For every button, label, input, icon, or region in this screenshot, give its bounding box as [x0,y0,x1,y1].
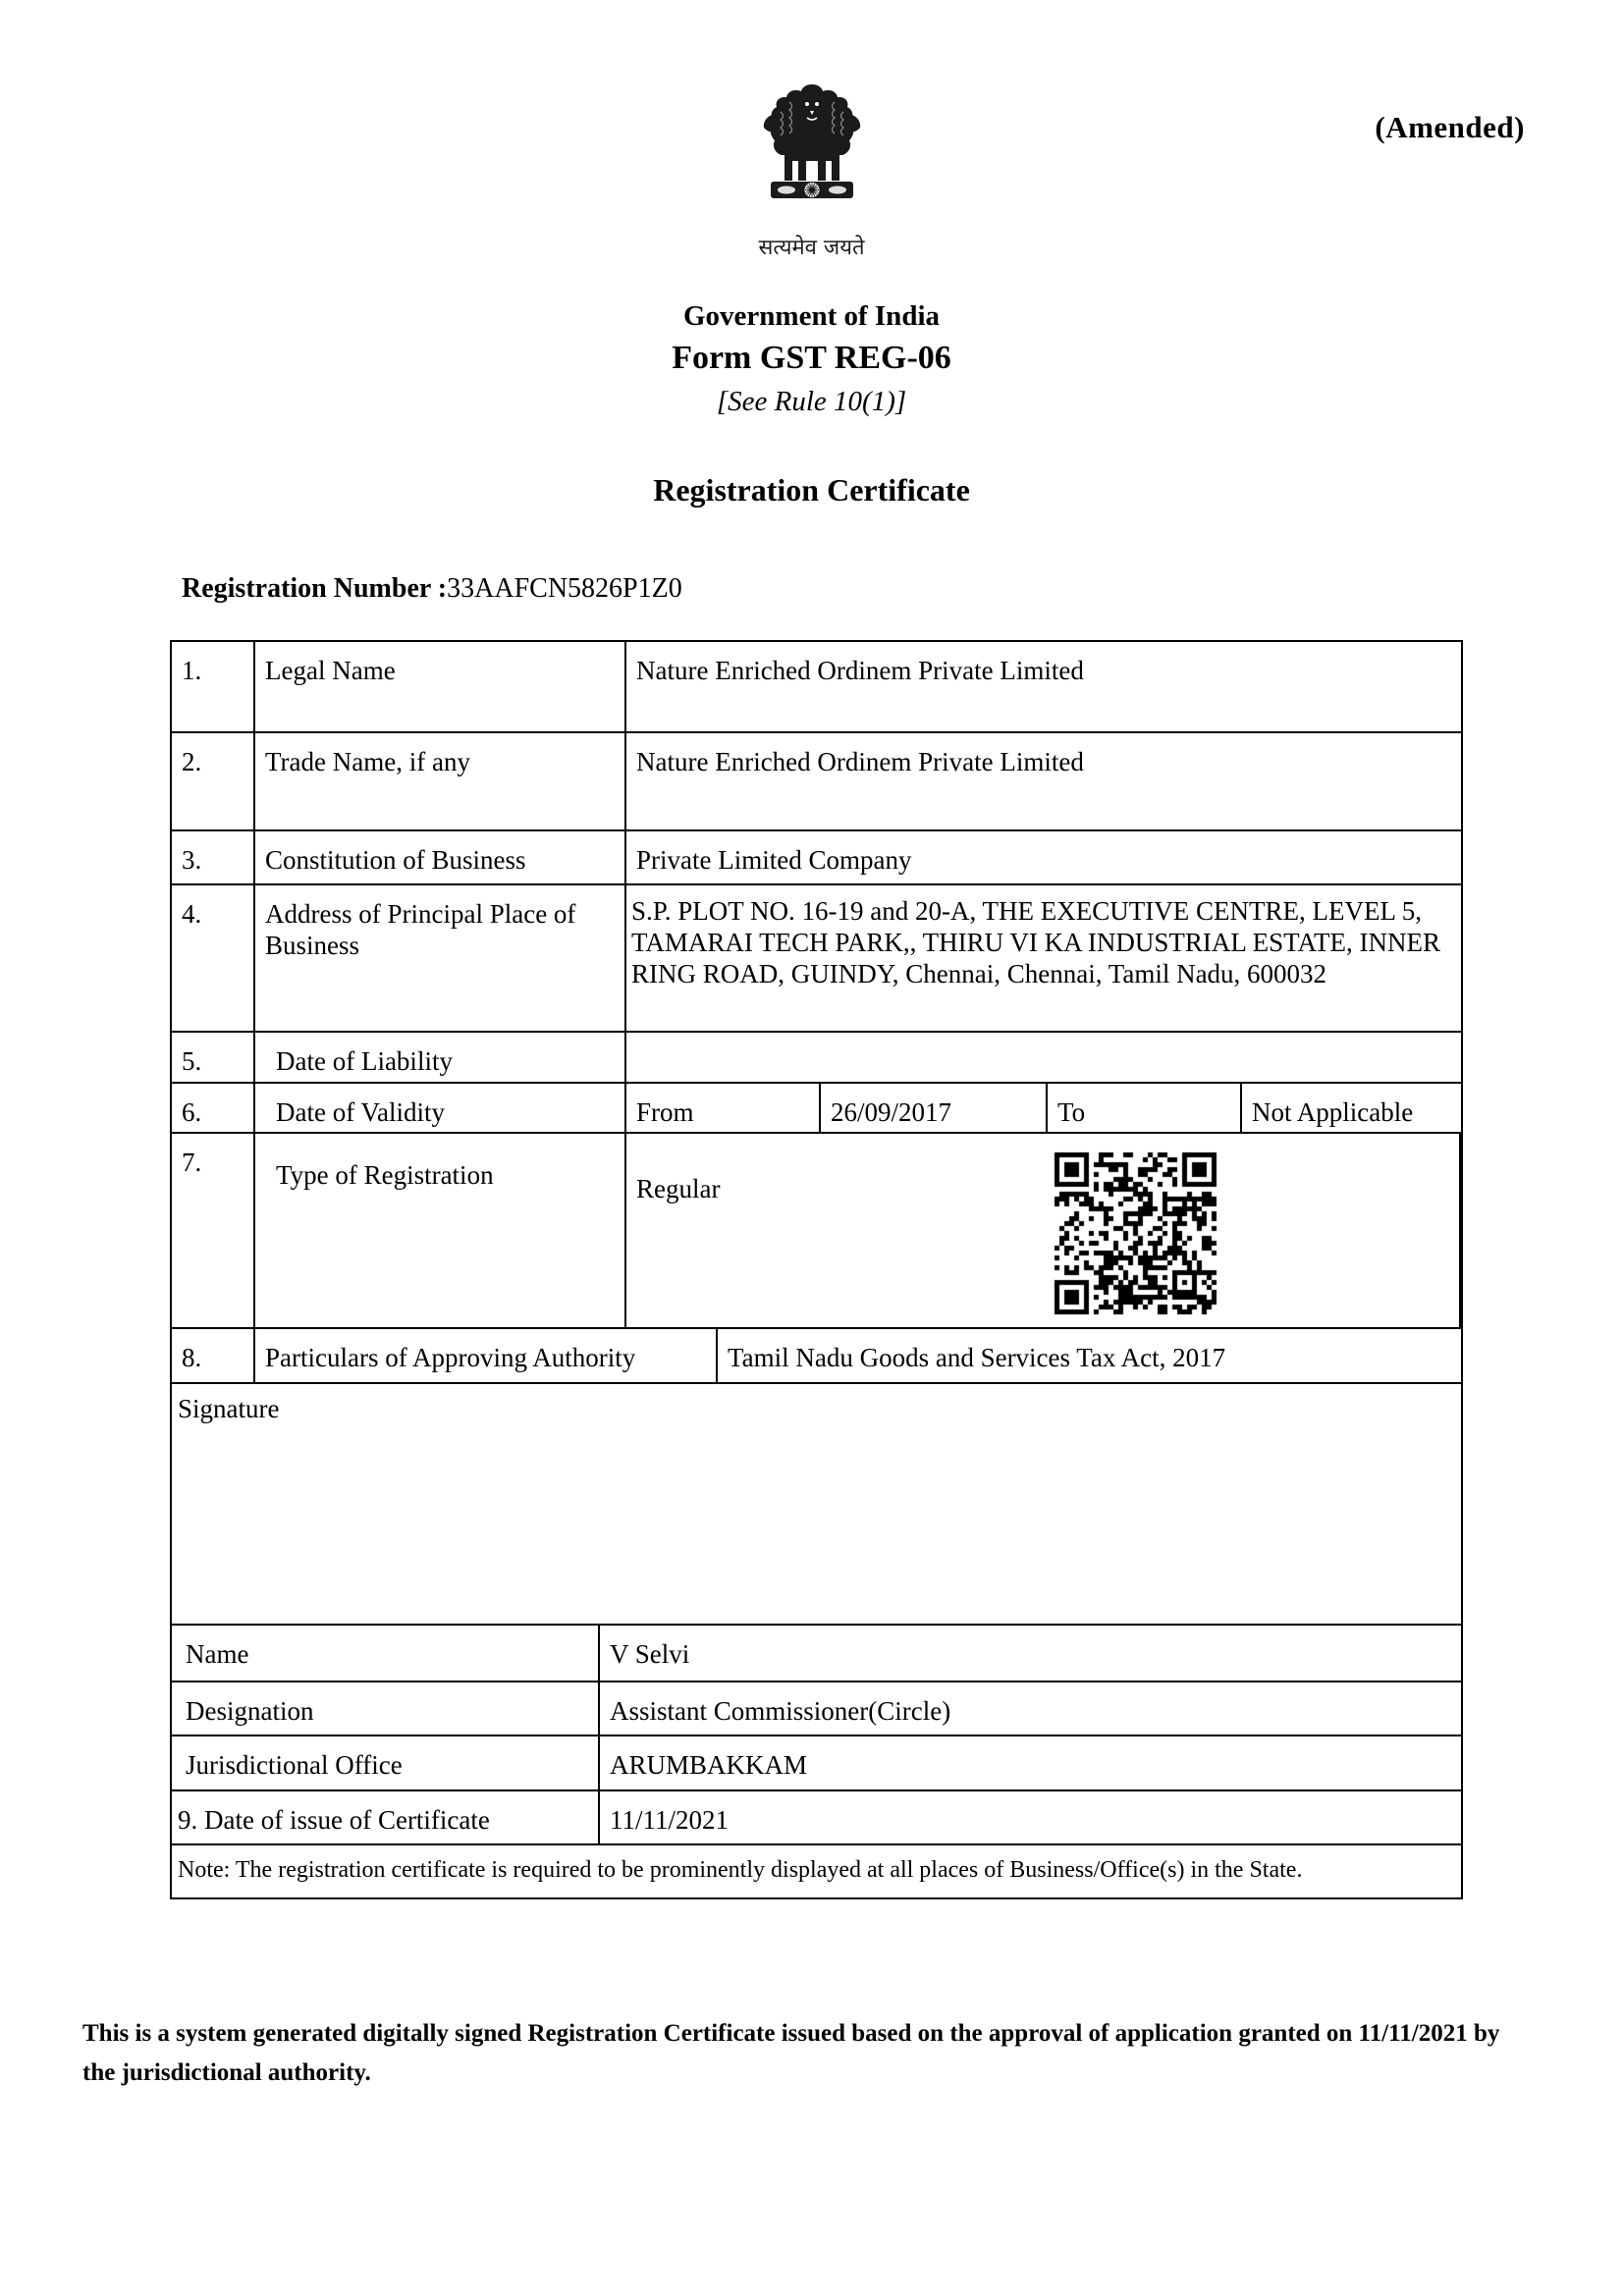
table-row-approving-authority [172,1329,1461,1384]
qr-code [1054,1151,1217,1316]
row-label: Address of Principal Place of Business [255,885,626,1031]
row-number: 6. [172,1084,255,1132]
row-label: Trade Name, if any [255,733,626,829]
row-value: Private Limited Company [636,845,912,875]
row-value: 11/11/2021 [610,1805,729,1835]
registration-number-label: Registration Number : [182,573,448,604]
table-row-date-of-issue [172,1791,1461,1845]
table-row-officer-name [172,1626,1461,1682]
row-number: 5. [172,1033,255,1082]
validity-to-label: To [1048,1084,1242,1132]
table-row-date-of-validity [172,1084,1461,1134]
row-label: Date of Validity [255,1084,626,1132]
rule-reference: [See Rule 10(1)] [716,386,907,417]
table-row-type-of-registration [172,1134,1461,1329]
certificate-title: Registration Certificate [653,472,970,507]
validity-from-label: From [626,1084,821,1132]
row-label: Name [172,1626,600,1681]
validity-from-value: 26/09/2017 [821,1084,1048,1132]
row-value [626,1033,1461,1082]
row-label: Designation [172,1682,600,1735]
emblem-of-india [757,79,867,261]
table-row-trade-name [172,733,1461,831]
footer-line-2: the jurisdictional authority. [82,2059,371,2086]
row-value: Nature Enriched Ordinem Private Limited [636,747,1084,776]
table-row-jurisdictional-office [172,1736,1461,1791]
table-row-constitution [172,831,1461,885]
row-label: Particulars of Approving Authority [255,1329,718,1382]
table-row-legal-name [172,642,1461,733]
row-label: Date of Liability [255,1033,626,1082]
validity-to-value: Not Applicable [1252,1097,1414,1127]
certificate-table [170,640,1463,1899]
note-text: Note: The registration certificate is required to be prominently displayed at all places of Business/Office(s) in the State. [178,1857,1303,1883]
row-label: 9. Date of issue of Certificate [172,1791,600,1843]
row-value: V Selvi [610,1639,690,1669]
table-row-date-of-liability [172,1033,1461,1084]
row-value: Assistant Commissioner(Circle) [610,1696,951,1726]
registration-number-value: 33AAFCN5826P1Z0 [447,573,682,604]
footer-note [82,2014,1555,2093]
row-number: 7. [172,1134,255,1327]
emblem-motto: सत्यमेव जयते [758,236,865,260]
row-value: Regular [626,1134,1461,1327]
form-title: Form GST REG-06 [672,340,951,376]
row-number: 3. [172,831,255,883]
signature-row [172,1384,1461,1626]
footer-line-1: This is a system generated digitally signed Registration Certificate issued based on the approval of application granted on 11/11/2021 by [82,2020,1500,2047]
row-value: Nature Enriched Ordinem Private Limited [636,656,1084,685]
row-label: Constitution of Business [255,831,626,883]
note-row [172,1845,1461,1897]
emblem-of-india-icon [757,79,867,228]
government-title: Government of India [683,300,940,332]
row-number: 8. [172,1329,255,1382]
row-number: 4. [172,885,255,1031]
row-label: Legal Name [255,642,626,731]
row-label: Type of Registration [255,1134,626,1327]
table-row-officer-designation [172,1682,1461,1736]
row-value: Tamil Nadu Goods and Services Tax Act, 2017 [728,1343,1226,1372]
row-value: ARUMBAKKAM [610,1750,808,1780]
row-value: S.P. PLOT NO. 16-19 and 20-A, THE EXECUTIVE CENTRE, LEVEL 5, TAMARAI TECH PARK,, THIRU VI KA INDUSTRIAL ESTATE, INNER RING ROAD, GUINDY, Chennai, Chennai, Tamil Nadu, 600032 [631,896,1440,988]
row-number: 2. [172,733,255,829]
row-label: Jurisdictional Office [172,1736,600,1789]
row-number: 1. [172,642,255,731]
registration-number-line [182,573,682,605]
table-row-address [172,885,1461,1033]
amended-label: (Amended) [1375,110,1525,144]
signature-label: Signature [178,1394,280,1423]
